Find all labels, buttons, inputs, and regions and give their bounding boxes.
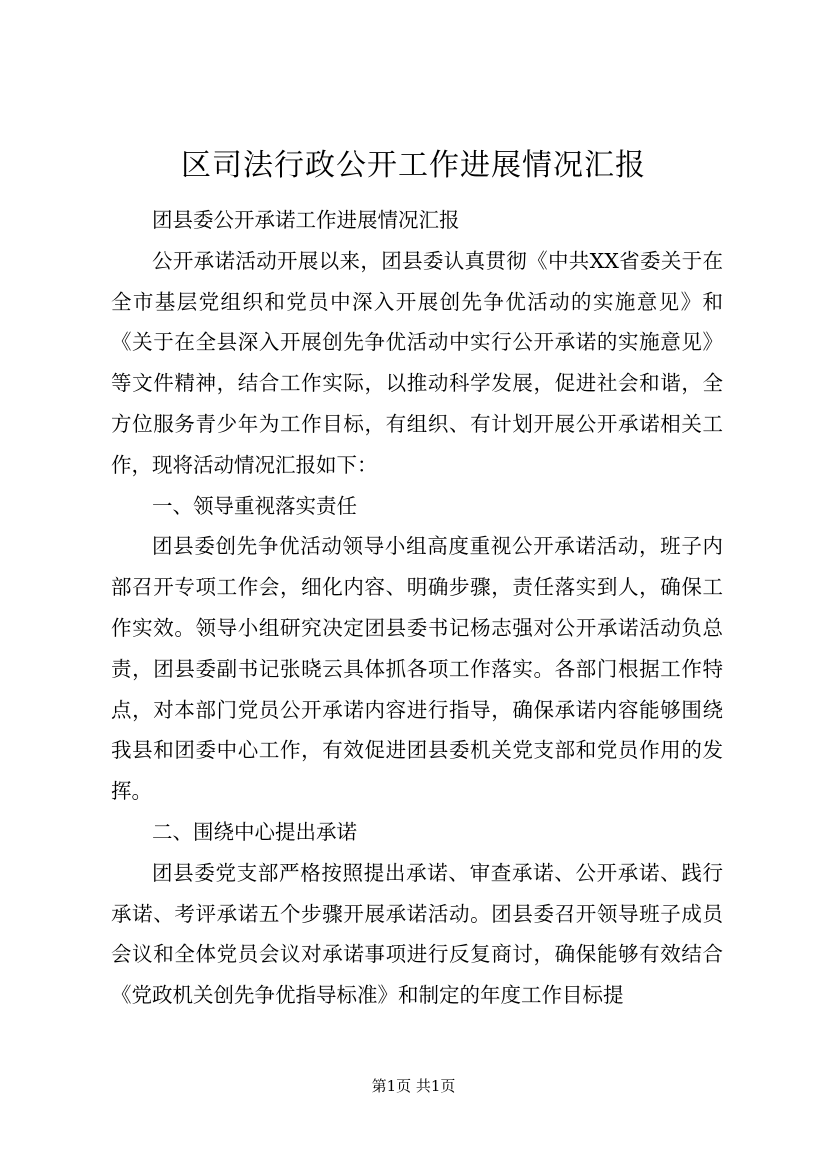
paragraph-intro: 公开承诺活动开展以来，团县委认真贯彻《中共XX省委关于在全市基层党组织和党员中深入开展创先争优活动的实施意见》和《关于在全县深入开展创先争优活动中实行公开承诺的实施意见》等文件精神，结合工作实际，以推动科学发展，促进社会和谐，全方位服务青少年为工作目标，有组织、有计划开展公开承诺相关工作，现将活动情况汇报如下：: [111, 248, 723, 477]
document-title: 区司法行政公开工作进展情况汇报: [181, 148, 646, 183]
section-heading-1: 一、领导重视落实责任: [152, 493, 357, 518]
page-footer: 第1页 共1页: [371, 1077, 456, 1095]
paragraph-section-1: 团县委创先争优活动领导小组高度重视公开承诺活动，班子内部召开专项工作会，细化内容、明确步骤，责任落实到人，确保工作实效。领导小组研究决定团县委书记杨志强对公开承诺活动负总责，团县委副书记张晓云具体抓各项工作落实。各部门根据工作特点，对本部门党员公开承诺内容进行指导，确保承诺内容能够围绕我县和团委中心工作，有效促进团县委机关党支部和党员作用的发挥。: [111, 534, 723, 804]
paragraph-subtitle: 团县委公开承诺工作进展情况汇报: [152, 208, 460, 232]
document-body: [111, 200, 723, 1016]
section-heading-2: 二、围绕中心提出承诺: [152, 819, 357, 844]
paragraph-section-2: 团县委党支部严格按照提出承诺、审查承诺、公开承诺、践行承诺、考评承诺五个步骤开展承诺活动。团县委召开领导班子成员会议和全体党员会议对承诺事项进行反复商讨，确保能够有效结合《党政机关创先争优指导标准》和制定的年度工作目标提: [111, 860, 723, 1008]
